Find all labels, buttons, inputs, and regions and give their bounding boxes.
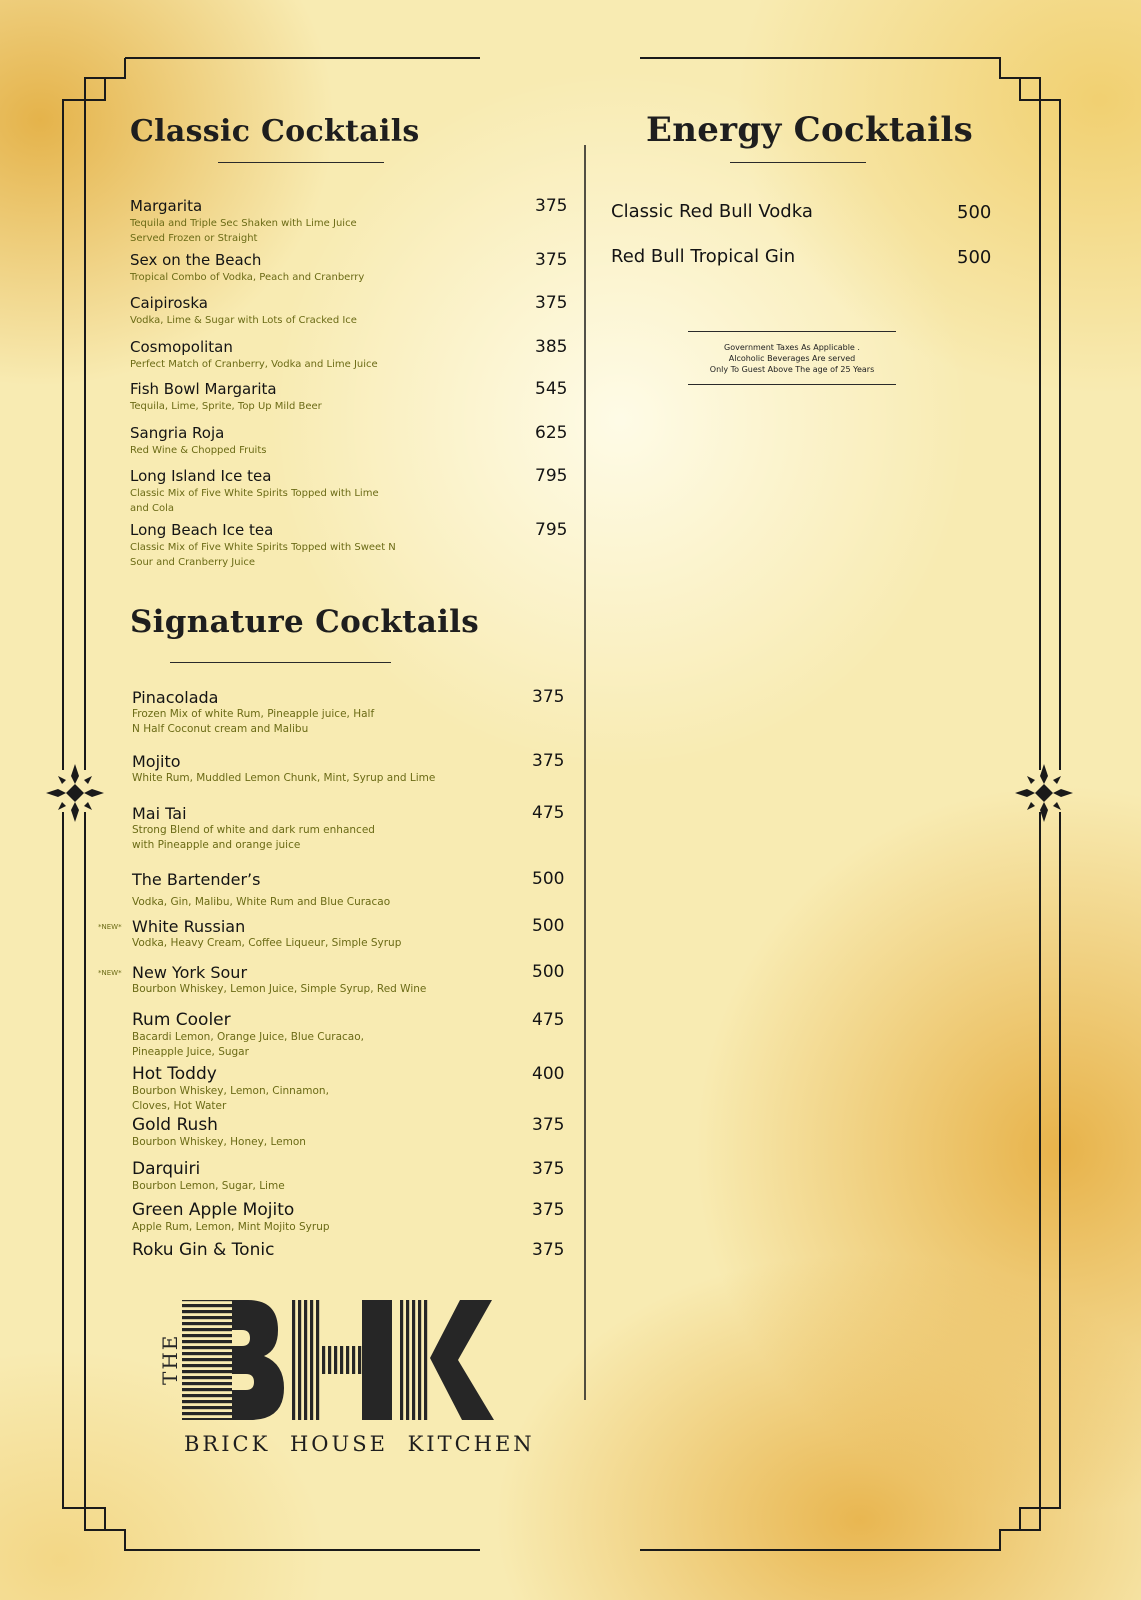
menu-item-price: 500 [532,869,565,889]
menu-item-name: Gold Rush [132,1115,218,1135]
menu-item-price: 375 [532,1240,565,1260]
menu-item-description: Perfect Match of Cranberry, Vodka and Lime Juice [130,359,378,370]
menu-item-name: Hot Toddy [132,1064,217,1084]
energy-title-underline [730,162,866,163]
menu-item-price: 375 [532,687,565,707]
tax-note-line: Alcoholic Beverages Are served [728,354,856,363]
menu-item-price: 795 [535,466,568,486]
menu-item-price: 375 [532,1115,565,1135]
menu-item [132,870,390,910]
menu-item-description: Tequila, Lime, Sprite, Top Up Mild Beer [130,401,322,412]
menu-item [132,1201,330,1235]
menu-item-description: Bourbon Lemon, Sugar, Lime [132,1180,285,1192]
menu-item-name: Caipiroska [130,294,208,312]
menu-item-price: 375 [535,196,568,216]
menu-item-price: 795 [535,520,568,540]
menu-item [132,752,435,786]
menu-item [130,197,357,246]
tax-note [688,342,896,375]
logo-tagline: BRICK HOUSE KITCHEN [184,1432,535,1456]
menu-item-name: New York Sour [132,963,248,982]
menu-item-description: Cloves, Hot Water [132,1100,227,1112]
energy-cocktails-title: Energy Cocktails [646,110,974,150]
menu-item [130,294,357,328]
menu-item [132,688,374,737]
menu-item-description: Red Wine & Chopped Fruits [130,445,267,456]
menu-item [130,251,364,285]
menu-item [132,1011,364,1060]
new-badge: *NEW* [98,923,122,931]
menu-item-name: Fish Bowl Margarita [130,380,277,398]
menu-item-price: 500 [532,962,565,982]
menu-item-price: 375 [535,293,568,313]
energy-item-name: Classic Red Bull Vodka [611,201,813,222]
menu-item-description: White Rum, Muddled Lemon Chunk, Mint, Syrup and Lime [132,772,436,784]
menu-item-name: Sangria Roja [130,424,225,442]
menu-item-description: Classic Mix of Five White Spirits Topped with Sweet N [130,542,396,553]
note-bottom-rule [688,384,896,385]
menu-item-name: Cosmopolitan [130,338,233,356]
menu-item-price: 400 [532,1064,565,1084]
menu-item-price: 375 [535,250,568,270]
menu-item [132,1116,306,1150]
menu-item-description: Sour and Cranberry Juice [130,557,256,568]
menu-item-price: 375 [532,751,565,771]
menu-item-name: Rum Cooler [132,1010,231,1030]
menu-item [132,963,426,997]
menu-item-name: Long Island Ice tea [130,467,272,485]
menu-item-price: 375 [532,1200,565,1220]
menu-item-description: Apple Rum, Lemon, Mint Mojito Syrup [132,1221,330,1233]
menu-item-description: and Cola [130,503,174,514]
menu-item-description: Bourbon Whiskey, Lemon Juice, Simple Syrup, Red Wine [132,983,427,995]
menu-item-description: with Pineapple and orange juice [132,839,301,851]
menu-item-description: Served Frozen or Straight [130,233,258,244]
menu-item-price: 475 [532,803,565,823]
menu-item-description: Bacardi Lemon, Orange Juice, Blue Curacao, [132,1031,364,1043]
menu-item [132,1241,274,1260]
note-top-rule [688,331,896,332]
menu-item [130,521,396,570]
menu-item [132,917,401,951]
menu-item-name: Darquiri [132,1159,201,1179]
menu-item-price: 375 [532,1159,565,1179]
classic-title-underline [218,162,384,163]
menu-item [132,1160,285,1194]
menu-item-description: Vodka, Lime & Sugar with Lots of Cracked Ice [130,315,357,326]
logo-bhk-letters [178,1298,498,1423]
logo-the: THE [158,1333,182,1385]
signature-cocktails-title: Signature Cocktails [130,604,479,640]
menu-item-name: Mai Tai [132,804,187,823]
menu-item-price: 500 [532,916,565,936]
menu-item-description: Classic Mix of Five White Spirits Topped with Lime [130,488,379,499]
signature-title-underline [170,662,391,663]
menu-item-description: Bourbon Whiskey, Honey, Lemon [132,1136,306,1148]
menu-item-description: Tropical Combo of Vodka, Peach and Cranberry [130,272,365,283]
menu-item [130,424,266,458]
tax-note-line: Government Taxes As Applicable . [724,343,860,352]
tax-note-line: Only To Guest Above The age of 25 Years [709,365,875,374]
menu-item-name: White Russian [132,917,246,936]
new-badge: *NEW* [98,969,122,977]
menu-item-name: Sex on the Beach [130,251,262,269]
menu-item [132,1065,329,1114]
menu-item-price: 475 [532,1010,565,1030]
menu-item-name: Long Beach Ice tea [130,521,274,539]
menu-item-price: 625 [535,423,568,443]
menu-item-description: Tequila and Triple Sec Shaken with Lime Juice [130,218,357,229]
menu-item-description: Frozen Mix of white Rum, Pineapple juice, Half [132,708,375,720]
menu-item-name: The Bartender’s [132,870,261,889]
menu-item [130,467,379,516]
menu-item-description: Vodka, Heavy Cream, Coffee Liqueur, Simple Syrup [132,937,402,949]
menu-item-price: 545 [535,379,568,399]
menu-item-name: Roku Gin & Tonic [132,1240,275,1260]
menu-item-name: Mojito [132,752,181,771]
menu-item-description: N Half Coconut cream and Malibu [132,723,309,735]
menu-item-name: Pinacolada [132,688,219,707]
menu-item-name: Green Apple Mojito [132,1200,295,1220]
menu-item-price: 385 [535,337,568,357]
menu-item [130,338,378,372]
menu-item [130,380,322,414]
menu-item-description: Bourbon Whiskey, Lemon, Cinnamon, [132,1085,329,1097]
menu-item-description: Strong Blend of white and dark rum enhanced [132,824,375,836]
energy-item-price: 500 [957,202,992,223]
energy-item-name: Red Bull Tropical Gin [611,246,796,267]
energy-item-price: 500 [957,247,992,268]
menu-item [132,804,375,853]
menu-item-description: Vodka, Gin, Malibu, White Rum and Blue Curacao [132,896,391,908]
menu-item-name: Margarita [130,197,203,215]
four-point-star-cluster-icon [1013,762,1075,824]
classic-cocktails-title: Classic Cocktails [130,114,420,149]
four-point-star-cluster-icon [44,762,106,824]
menu-item-description: Pineapple Juice, Sugar [132,1046,249,1058]
